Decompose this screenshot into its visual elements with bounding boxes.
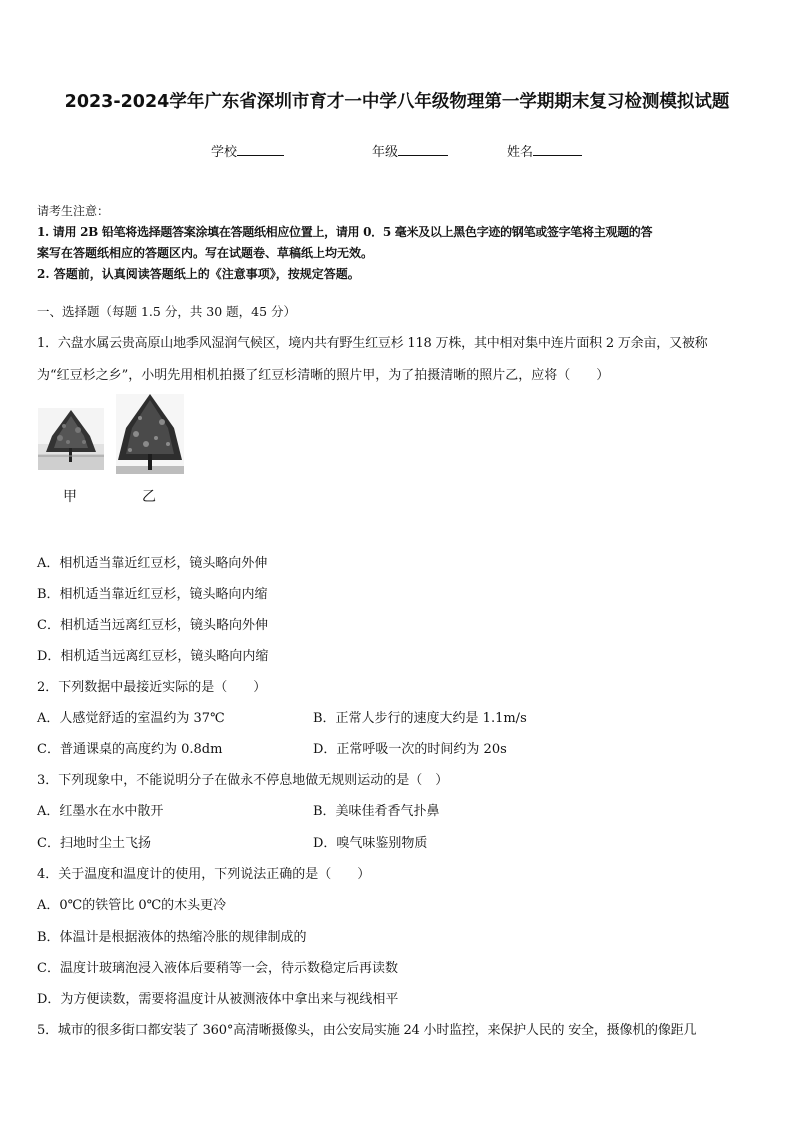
q3-option-c[interactable]: C．扫地时尘土飞扬 xyxy=(37,836,151,851)
q1-option-b[interactable]: B．相机适当靠近红豆杉，镜头略向内缩 xyxy=(37,587,268,602)
school-label: 学校 xyxy=(211,145,238,160)
section-heading: 一、选择题（每题 1.5 分，共 30 题，45 分） xyxy=(37,304,297,319)
school-field xyxy=(211,141,284,160)
q3-option-b[interactable]: B．美味佳肴香气扑鼻 xyxy=(313,804,440,819)
photo-a-label: 甲 xyxy=(63,489,77,505)
notice-block xyxy=(37,201,757,285)
q5-stem-line-1: 5．城市的很多街口都安装了 360°高清晰摄像头，由公安局实施 24 小时监控，来保护人民的 安全，摄像机的像距几 xyxy=(37,1023,697,1038)
q3-option-d[interactable]: D．嗅气味鉴别物质 xyxy=(313,836,428,851)
q4-option-b[interactable]: B．体温计是根据液体的热缩冷胀的规律制成的 xyxy=(37,930,307,945)
name-blank[interactable] xyxy=(533,143,582,156)
q4-option-c[interactable]: C．温度计玻璃泡浸入液体后要稍等一会，待示数稳定后再读数 xyxy=(37,961,398,976)
q1-option-c[interactable]: C．相机适当远离红豆杉，镜头略向外伸 xyxy=(37,618,268,633)
grade-label: 年级 xyxy=(372,145,399,160)
notice-item-2: 2. 答题前，认真阅读答题纸上的《注意事项》，按规定答题。 xyxy=(37,267,360,281)
photo-b-tree-image xyxy=(116,394,184,474)
q2-option-c[interactable]: C．普通课桌的高度约为 0.8dm xyxy=(37,742,223,757)
q2-option-d[interactable]: D．正常呼吸一次的时间约为 20s xyxy=(313,742,507,757)
notice-heading: 请考生注意： xyxy=(37,204,110,218)
grade-field xyxy=(372,141,448,160)
q1-stem-line-1: 1．六盘水属云贵高原山地季风湿润气候区，境内共有野生红豆杉 118 万株，其中相对集中连片面积 2 万余亩，又被称 xyxy=(37,336,708,351)
school-blank[interactable] xyxy=(237,143,284,156)
q1-option-d[interactable]: D．相机适当远离红豆杉，镜头略向内缩 xyxy=(37,649,269,664)
photo-a-tree-image xyxy=(38,408,104,470)
q1-option-a[interactable]: A．相机适当靠近红豆杉，镜头略向外伸 xyxy=(37,556,268,571)
q2-option-a[interactable]: A．人感觉舒适的室温约为 37℃ xyxy=(37,711,225,726)
q3-stem: 3．下列现象中，不能说明分子在做永不停息地做无规则运动的是（ ） xyxy=(37,773,449,788)
q4-option-a[interactable]: A．0℃的铁管比 0℃的木头更冷 xyxy=(37,898,227,913)
q4-stem: 4．关于温度和温度计的使用，下列说法正确的是（ ） xyxy=(37,867,371,882)
notice-item-1-line-2: 案写在答题纸相应的答题区内。写在试题卷、草稿纸上均无效。 xyxy=(37,246,374,260)
q1-stem-line-2: 为“红豆杉之乡”，小明先用相机拍摄了红豆杉清晰的照片甲，为了拍摄清晰的照片乙，应将（ ） xyxy=(37,368,610,383)
q2-stem: 2．下列数据中最接近实际的是（ ） xyxy=(37,680,267,695)
name-field xyxy=(507,141,582,160)
name-label: 姓名 xyxy=(507,145,534,160)
q2-option-b[interactable]: B．正常人步行的速度大约是 1.1m/s xyxy=(313,711,527,726)
notice-item-1-line-1: 1. 请用 2B 铅笔将选择题答案涂填在答题纸相应位置上，请用 0．5 毫米及以上黑色字迹的钢笔或签字笔将主观题的答 xyxy=(37,225,653,239)
grade-blank[interactable] xyxy=(398,143,448,156)
photo-b-label: 乙 xyxy=(142,489,156,505)
q3-option-a[interactable]: A．红墨水在水中散开 xyxy=(37,804,164,819)
q4-option-d[interactable]: D．为方便读数，需要将温度计从被测液体中拿出来与视线相平 xyxy=(37,992,399,1007)
exam-title: 2023-2024学年广东省深圳市育才一中学八年级物理第一学期期末复习检测模拟试题 xyxy=(64,92,730,112)
